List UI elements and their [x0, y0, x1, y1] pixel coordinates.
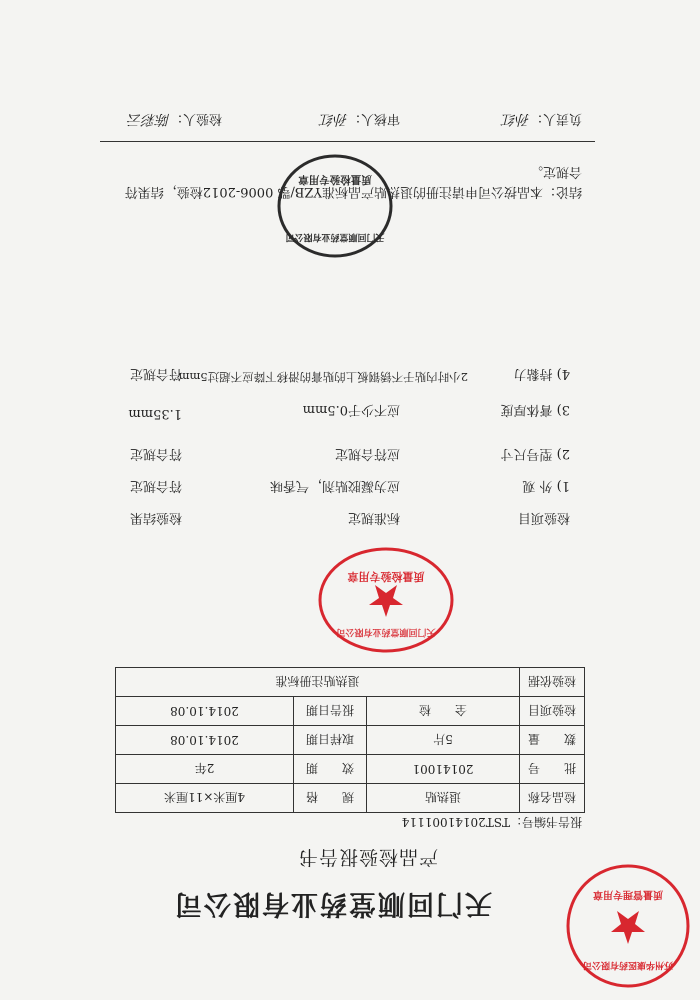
supplier-stamp-company: 苏州华康医药有限公司	[582, 959, 674, 970]
table-cell: 规 格	[294, 784, 367, 813]
table-cell: 全 检	[367, 697, 520, 726]
conclusion-line-2: 合规定。	[529, 164, 582, 179]
approver-text: 负责人：	[529, 111, 582, 126]
reviewer-text: 审核人：	[347, 111, 400, 126]
table-cell: 取样日期	[294, 726, 367, 755]
basis-value: 退热贴注册标准	[116, 668, 520, 697]
inspector-text: 检验人：	[169, 111, 222, 126]
results-header-standard: 标准规定	[347, 510, 400, 525]
table-cell: 4厘米×11厘米	[116, 784, 294, 813]
table-row	[116, 697, 585, 726]
qc-stamp	[316, 545, 456, 655]
results-header-result: 检验结果	[129, 510, 182, 525]
reviewer-signature: 孙红	[319, 111, 348, 127]
table-cell: 报告日期	[294, 697, 367, 726]
result-item: 1) 外 观	[522, 478, 570, 493]
table-cell: 2014.10.08	[116, 726, 294, 755]
result-standard: 应不少于0.5mm	[302, 402, 400, 417]
supplier-stamp-label: 质量管理专用章	[593, 888, 663, 900]
table-cell: 2年	[116, 755, 294, 784]
result-item: 4) 持黏力	[513, 366, 570, 381]
result-item: 3) 膏体厚度	[500, 402, 570, 417]
table-row	[116, 726, 585, 755]
inspector-label	[128, 110, 222, 130]
result-item: 2) 型号尺寸	[500, 446, 570, 461]
qc-stamp-label: 质量检验专用章	[347, 570, 425, 583]
basis-label: 检验依据	[520, 668, 585, 697]
result-standard: 2小时内贴于不锈钢板上的贴膏的滑移下降应不超过5mm	[178, 370, 468, 384]
table-cell: 批 号	[520, 755, 585, 784]
table-row	[116, 668, 585, 697]
result-value: 符合规定	[129, 446, 182, 461]
result-standard: 应符合规定	[334, 446, 400, 461]
qc-stamp-dark-company: 天门回顺堂药业有限公司	[285, 231, 385, 242]
table-row	[116, 755, 585, 784]
inspector-signature: 陈彩云	[127, 111, 170, 127]
result-value: 1.35mm	[128, 406, 182, 421]
result-standard: 应为凝胶贴剂，气香味	[269, 478, 400, 493]
info-table	[115, 667, 585, 813]
approver-label	[502, 110, 582, 130]
table-cell: 退热贴	[367, 784, 520, 813]
company-title: 天门回顺堂药业有限公司	[173, 888, 492, 919]
table-cell: 2014.10.08	[116, 697, 294, 726]
result-value: 符合规定	[129, 478, 182, 493]
conclusion-line-1: 结论：本品按公司申请注册的退热贴产品标准YZB/鄂 0006-2012检验，结果符	[124, 184, 582, 199]
qc-stamp-company: 天门回顺堂药业有限公司	[336, 626, 436, 637]
signature-rule	[100, 141, 595, 142]
report-subtitle: 产品检验报告书	[297, 846, 438, 868]
table-cell: 数 量	[520, 726, 585, 755]
reviewer-label	[320, 110, 400, 130]
table-cell: 检品名称	[520, 784, 585, 813]
result-value: 符合规定	[129, 366, 182, 381]
qc-stamp-dark-label: 质量检验专用章	[298, 173, 372, 186]
report-number: 报告书编号：TST20141001114	[401, 815, 582, 829]
table-row	[116, 784, 585, 813]
table-cell: 检验项目	[520, 697, 585, 726]
table-cell: 效 期	[294, 755, 367, 784]
approver-signature: 孙红	[501, 111, 530, 127]
table-cell: 5片	[367, 726, 520, 755]
supplier-stamp	[564, 862, 692, 990]
qc-stamp-dark	[275, 152, 395, 260]
results-header-item: 检验项目	[517, 510, 570, 525]
table-cell: 20141001	[367, 755, 520, 784]
